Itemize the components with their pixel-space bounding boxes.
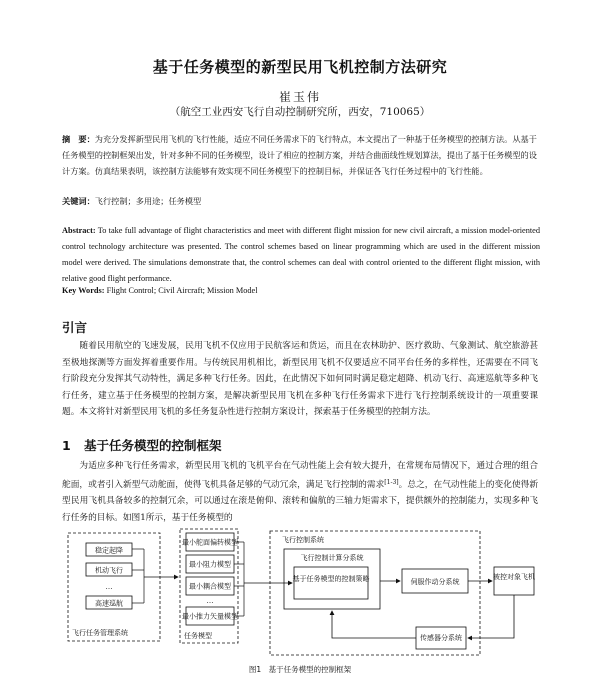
keywords-en-text: Flight Control; Civil Aircraft; Mission Model xyxy=(106,286,258,295)
sensor-label: 传感器分系统 xyxy=(420,634,462,642)
mission-item-label: 机动飞行 xyxy=(95,566,123,575)
mission-item-label: 稳定起降 xyxy=(95,546,123,555)
section1-text-b: 。总之，在气动性能上的变化使得新型民用飞机具备较多的控制冗余，可以通过在滚是俯仰、滚转和偏航的三轴力矩需求下，提供额外的控制能力，实现多种飞行任务的目标。如图1所示，基于任务模型的 xyxy=(62,479,539,523)
figure-1 xyxy=(60,523,540,663)
strategy-label: 基于任务模型的控制策略 xyxy=(292,575,370,583)
mission-item-label: 高速巡航 xyxy=(95,599,123,608)
keywords-en-label: Key Words: xyxy=(62,286,105,295)
abstract-cn xyxy=(62,131,542,179)
intro-text: 随着民用航空的飞速发展，民用飞机不仅应用于民航客运和货运，而且在农林助护、医疗救助、气象测试、航空旅游甚至极地探测等方面发挥着重要作用。与传统民用机相比，新型民用飞机不仅要适应不同平台任务的多样性，还需要在不同飞行阶段充分发挥其气动特性，满足多种飞行任务。因此，在此情况下如何同时满足稳定超降、机动飞行、高速巡航等多种飞行任务，建立基于任务模型的控制方案，是解决新型民用飞机在多种飞行任务需求下进行飞行控制系统设计的一项重要课题。本文将针对新型民用飞机的多任务复杂性进行控制方案设计，探索基于任务模型的控制方法。 xyxy=(62,341,538,417)
intro-heading: 引言 xyxy=(62,320,88,335)
plant-box xyxy=(494,567,534,595)
model-item-label: 最小推力矢量模型 xyxy=(182,612,238,621)
section1-heading xyxy=(62,436,222,454)
plant-label: 被控对象飞机 xyxy=(493,573,535,581)
servo-label: 伺服作动分系统 xyxy=(410,578,460,586)
keywords-cn-text: 飞行控制；多用途；任务模型 xyxy=(94,196,202,206)
mission-system-label: 飞行任务管理系统 xyxy=(72,629,128,637)
model-item-label: 最小耦合模型 xyxy=(189,582,231,591)
model-group-label: 任务模型 xyxy=(184,632,212,640)
figure-caption: 图1 基于任务模型的控制框架 xyxy=(248,665,352,674)
keywords-en xyxy=(62,286,540,295)
section1-paragraph xyxy=(62,458,538,526)
intro-paragraph xyxy=(62,338,538,421)
abstract-en-text: To take full advantage of flight characteristics and meet with different flight mission for new civil aircraft, a mission model-oriented control technology architecture was presented. The control schemes based on linear programming which are used in the different mission model were derived. The simulations demonstrate that, the control schemes can deal with control oriented to the different flight mission, with relative good flight performance. xyxy=(62,226,540,283)
abstract-en-label: Abstract: xyxy=(62,226,96,235)
abstract-cn-label: 摘 要： xyxy=(62,134,95,144)
strategy-box xyxy=(294,567,368,599)
fcs-label: 飞行控制系统 xyxy=(282,536,324,544)
mission-item-label: … xyxy=(105,583,113,591)
author: 崔玉伟 xyxy=(278,90,321,104)
model-item-label: … xyxy=(206,597,214,605)
feedback-arrow-to-sensor xyxy=(468,595,514,638)
abstract-en xyxy=(62,223,540,287)
fcc-label: 飞行控制计算分系统 xyxy=(300,554,364,562)
section1-title: 基于任务模型的控制框架 xyxy=(84,438,222,453)
paper-title: 基于任务模型的新型民用飞机控制方法研究 xyxy=(152,58,448,76)
model-item-label: 最小阻力模型 xyxy=(189,560,231,569)
section1-number: 1 xyxy=(62,438,71,453)
abstract-cn-text: 为充分发挥新型民用飞机的飞行性能，适应不同任务需求下的飞行特点，本文提出了一种基于任务模型的控制方法。从基于任务模型的控制框架出发，针对多种不同的任务模型，设计了相应的控制方案，并结合曲面线性规划算法，提出了基于任务模型的设计方案。仿真结果表明，该控制方法能够有效实现不同任务模型下的控制目标，并保证各飞行任务过程中的飞行性能。 xyxy=(62,134,537,176)
citation: [1-3] xyxy=(384,478,399,486)
model-item-label: 最小舵面偏转模型 xyxy=(182,538,238,547)
keywords-cn-label: 关键词： xyxy=(62,196,95,206)
control-framework-diagram xyxy=(60,523,540,663)
affiliation: （航空工业西安飞行自动控制研究所，西安，710065） xyxy=(169,106,431,118)
section1-text-a: 为适应多种飞行任务需求，新型民用飞机的飞机平台在气动性能上会有较大提升，在常规布局情况下，通过合理的组合舵面，或者引入新型气动舵面，使得飞机具备足够的气动冗余，满足飞行控制的需求 xyxy=(62,461,538,490)
feedback-arrow-to-fcc xyxy=(332,611,416,638)
keywords-cn xyxy=(62,196,542,207)
